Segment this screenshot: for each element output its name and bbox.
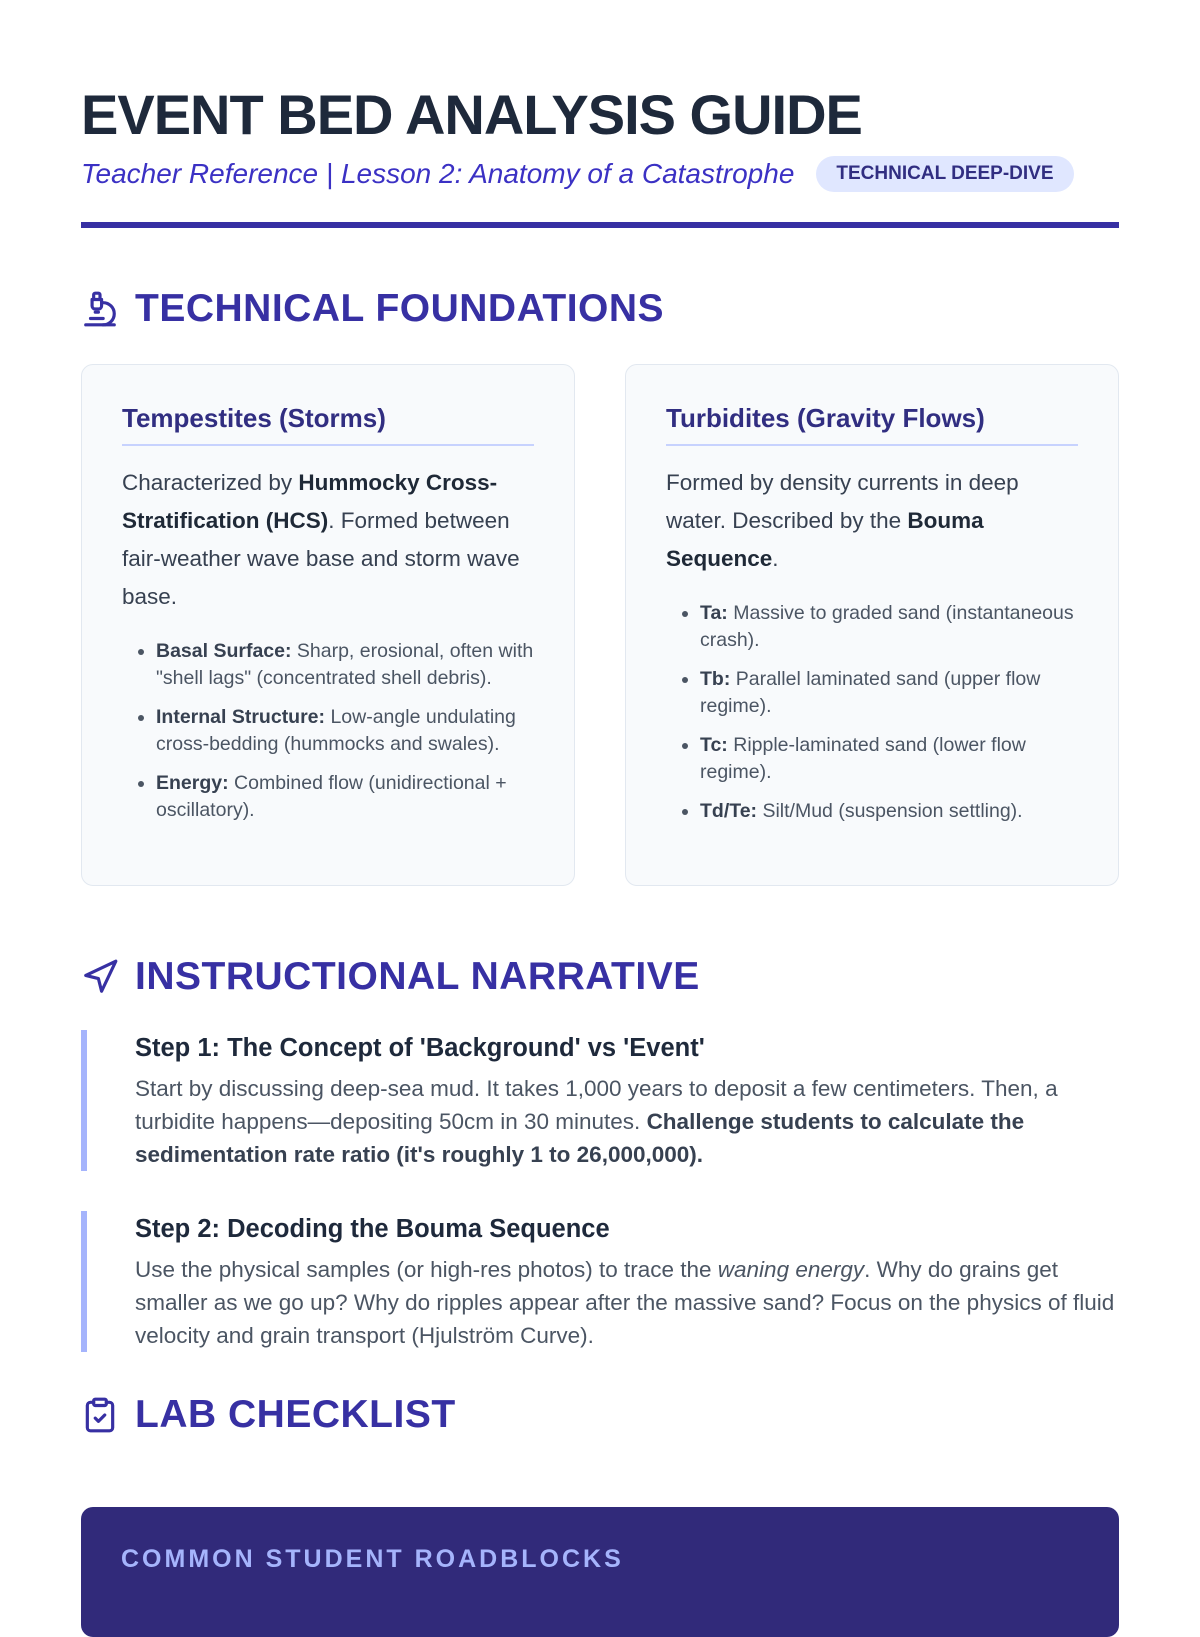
list-item-text: Massive to graded sand (instantaneous crash). bbox=[700, 602, 1074, 651]
list-item-label: Tb: bbox=[700, 668, 731, 690]
card-turbidites bbox=[625, 364, 1119, 886]
list-item-label: Tc: bbox=[700, 734, 728, 756]
list-item-text: Silt/Mud (suspension settling). bbox=[757, 800, 1023, 822]
list-item bbox=[700, 732, 1078, 785]
list-item-label: Energy: bbox=[156, 772, 229, 794]
card-description bbox=[666, 464, 1078, 578]
roadblocks-title: COMMON STUDENT ROADBLOCKS bbox=[121, 1545, 624, 1573]
text-segment: Start by discussing deep-sea mud. It takes 1,000 years to deposit a few centimeters. Then, a turbidite happens—depositing 50cm in 30 minutes. bbox=[135, 1076, 1058, 1134]
section-heading-foundations bbox=[81, 286, 1119, 332]
text-segment: Formed by density currents in deep water. Described by the bbox=[666, 470, 1019, 533]
list-item-label: Internal Structure: bbox=[156, 706, 326, 728]
clipboard-check-icon bbox=[81, 1396, 119, 1434]
list-item bbox=[700, 666, 1078, 719]
list-item-text: Ripple-laminated sand (lower flow regime). bbox=[700, 734, 1026, 783]
card-description bbox=[122, 464, 534, 616]
card-tempestites bbox=[81, 364, 575, 886]
list-item-label: Basal Surface: bbox=[156, 640, 292, 662]
text-segment: Characterized by bbox=[122, 470, 299, 495]
step-2 bbox=[81, 1211, 1119, 1352]
section-heading-checklist bbox=[81, 1392, 1119, 1438]
section-heading-narrative bbox=[81, 954, 1119, 1000]
subtitle-row bbox=[81, 150, 1119, 198]
section-title-checklist: LAB CHECKLIST bbox=[135, 1393, 456, 1436]
foundation-cards bbox=[81, 364, 1119, 886]
roadblocks-panel bbox=[81, 1507, 1119, 1637]
step-title: Step 1: The Concept of 'Background' vs 'Event' bbox=[135, 1034, 705, 1062]
text-segment: Use the physical samples (or high-res photos) to trace the bbox=[135, 1257, 718, 1282]
narrative-steps bbox=[81, 1030, 1119, 1352]
list-item bbox=[156, 638, 534, 691]
text-segment: . bbox=[772, 546, 779, 571]
step-title: Step 2: Decoding the Bouma Sequence bbox=[135, 1215, 610, 1243]
section-title-foundations: TECHNICAL FOUNDATIONS bbox=[135, 287, 665, 330]
list-item-text: Combined flow (unidirectional + oscillatory). bbox=[156, 772, 507, 821]
page-subtitle: Teacher Reference | Lesson 2: Anatomy of a Catastrophe bbox=[81, 158, 795, 189]
list-item-text: Parallel laminated sand (upper flow regime). bbox=[700, 668, 1041, 717]
card-title: Tempestites (Storms) bbox=[122, 403, 534, 446]
list-item-label: Td/Te: bbox=[700, 800, 758, 822]
italic-text: waning energy bbox=[717, 1257, 865, 1282]
card-title: Turbidites (Gravity Flows) bbox=[666, 403, 1078, 446]
send-arrow-icon bbox=[81, 958, 119, 996]
section-title-narrative: INSTRUCTIONAL NARRATIVE bbox=[135, 955, 700, 998]
text-segment: . Why do grains get smaller as we go up? Why do ripples appear after the massive sand? Focus on the physics of fluid velocity and grain transport (Hjulström Curve). bbox=[135, 1257, 1115, 1348]
header-divider bbox=[81, 222, 1119, 228]
emphasis-text: Challenge students to calculate the sedimentation rate ratio (it's roughly 1 to 26,000,000). bbox=[135, 1109, 1025, 1167]
step-text bbox=[135, 1072, 1119, 1171]
emphasis-text: Bouma Sequence bbox=[666, 508, 984, 571]
list-item bbox=[156, 704, 534, 757]
text-segment: . Formed between fair-weather wave base and storm wave base. bbox=[122, 508, 520, 609]
step-1 bbox=[81, 1030, 1119, 1171]
emphasis-text: Hummocky Cross-Stratification (HCS) bbox=[122, 470, 498, 533]
list-item bbox=[156, 770, 534, 823]
step-text bbox=[135, 1253, 1119, 1352]
card-list bbox=[666, 600, 1078, 825]
badge-technical-deep-dive: TECHNICAL DEEP-DIVE bbox=[816, 156, 1073, 192]
list-item bbox=[700, 600, 1078, 653]
list-item bbox=[700, 798, 1078, 825]
list-item-text: Low-angle undulating cross-bedding (hummocks and swales). bbox=[156, 706, 516, 755]
microscope-icon bbox=[81, 290, 119, 328]
card-list bbox=[122, 638, 534, 823]
list-item-text: Sharp, erosional, often with "shell lags" (concentrated shell debris). bbox=[156, 640, 534, 689]
list-item-label: Ta: bbox=[700, 602, 728, 624]
header bbox=[81, 0, 1119, 228]
page-title: EVENT BED ANALYSIS GUIDE bbox=[81, 83, 862, 146]
